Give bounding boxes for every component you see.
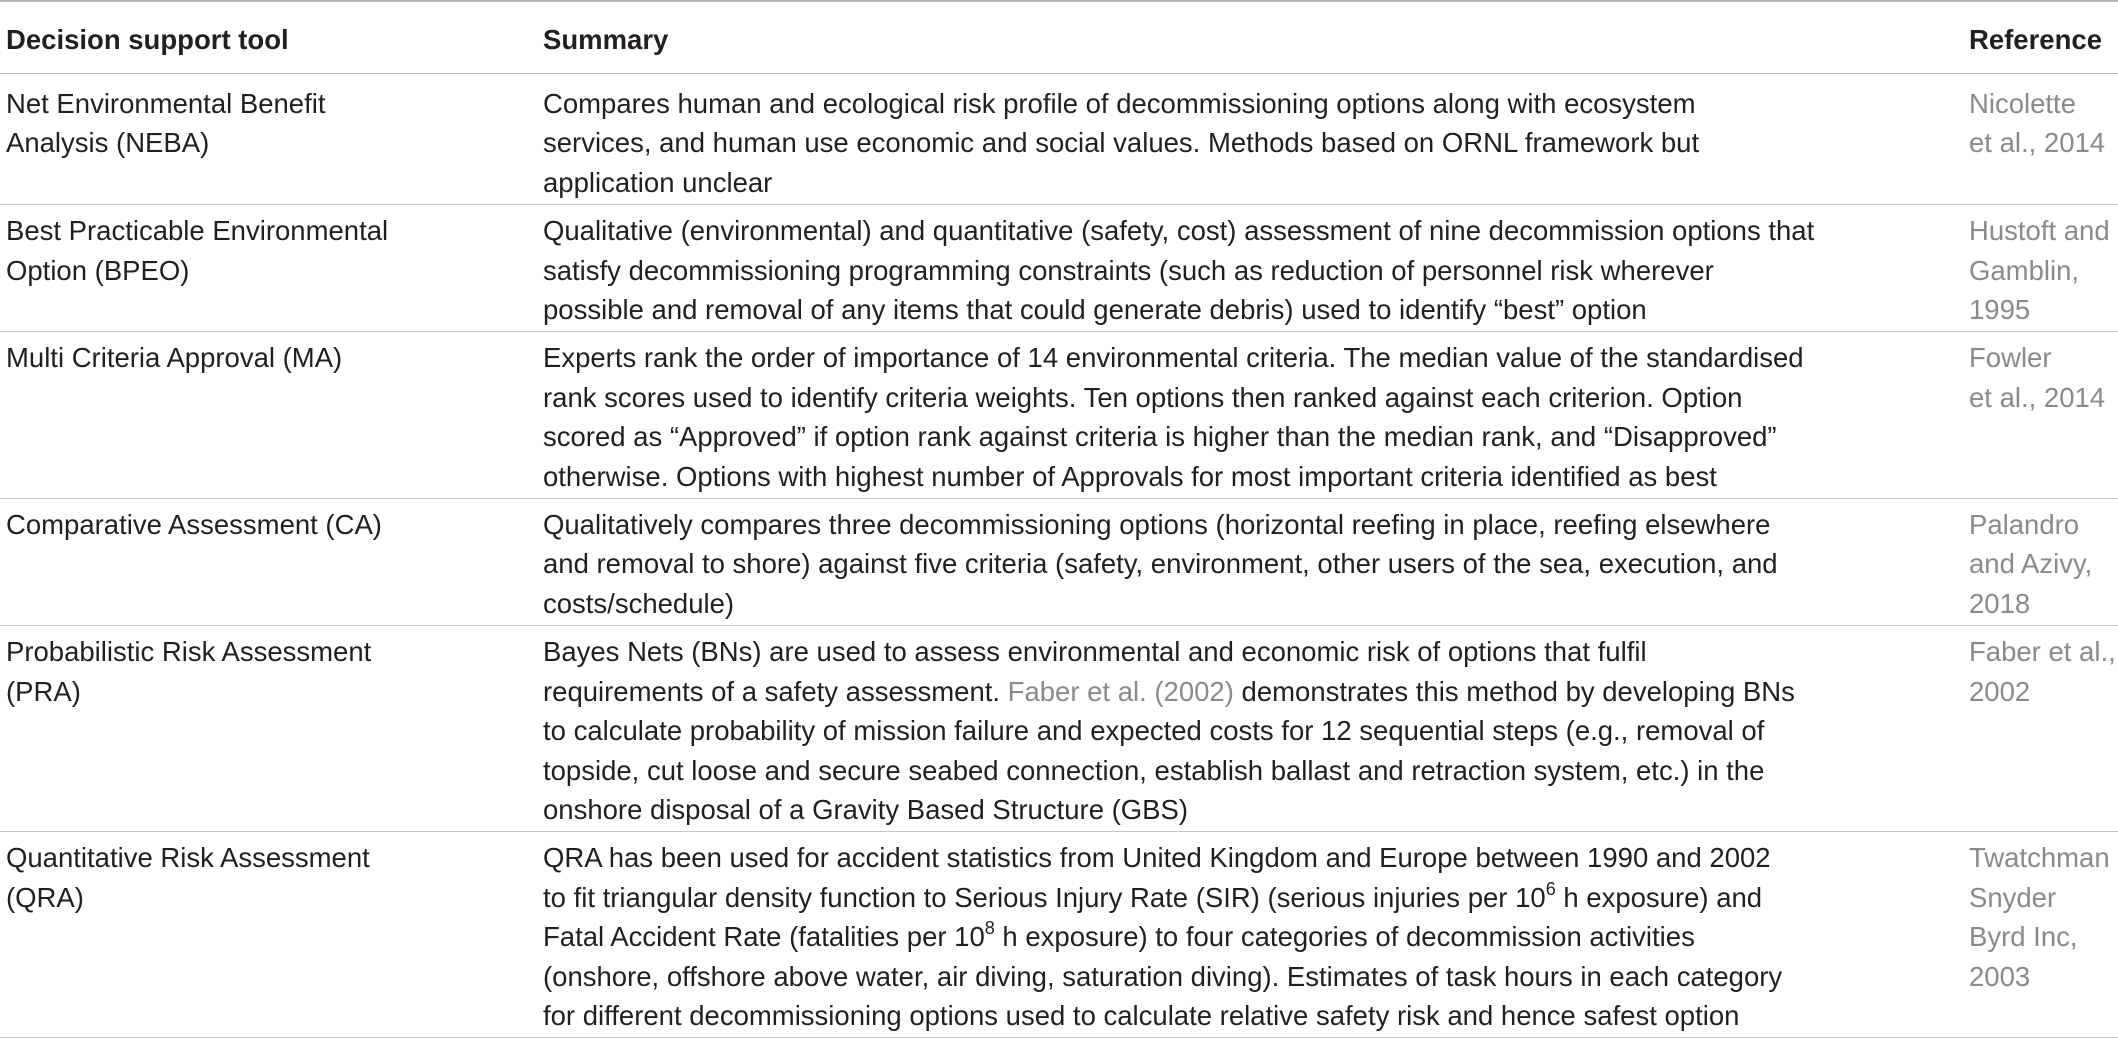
summary-text: requirements of a safety assessment. <box>543 675 1008 707</box>
summary-line <box>543 917 1969 956</box>
summary-line <box>543 672 1969 711</box>
tool-name-line: Probabilistic Risk Assessment <box>6 636 372 668</box>
summary-line: application unclear <box>543 166 773 198</box>
table-row <box>0 205 2118 332</box>
reference-line: and Azivy, <box>1969 548 2093 580</box>
reference-link[interactable] <box>1969 205 2118 332</box>
reference-line: 2002 <box>1969 675 2031 707</box>
reference-link[interactable] <box>1969 332 2118 499</box>
summary-line: and removal to shore) against five criteria (safety, environment, other users of the sea, execution, and <box>543 548 1778 580</box>
tool-name-line: Quantitative Risk Assessment <box>6 842 370 874</box>
reference-line: 2018 <box>1969 587 2031 619</box>
tool-name-line: Analysis (NEBA) <box>6 127 210 159</box>
reference-line: Gamblin, <box>1969 254 2080 286</box>
summary-line: scored as “Approved” if option rank against criteria is higher than the median rank, and “Disapproved” <box>543 421 1777 453</box>
summary-line: Experts rank the order of importance of 14 environmental criteria. The median value of the standardised <box>543 342 1804 374</box>
tool-name-line: (QRA) <box>6 881 84 913</box>
tool-name-line: Multi Criteria Approval (MA) <box>6 342 343 374</box>
reference-link[interactable] <box>1969 499 2118 626</box>
table-row <box>0 499 2118 626</box>
summary-text: demonstrates this method by developing BNs <box>1233 675 1795 707</box>
table-row <box>0 74 2118 205</box>
summary-line: QRA has been used for accident statistics from United Kingdom and Europe between 1990 and 2002 <box>543 842 1771 874</box>
reference-line: Nicolette <box>1969 88 2076 119</box>
summary-cell <box>543 832 1969 1038</box>
reference-line: Faber et al., <box>1969 636 2116 668</box>
summary-text: h exposure) to four categories of decommission activities <box>994 921 1695 953</box>
tool-name-line: (PRA) <box>6 675 81 707</box>
summary-line: services, and human use economic and social values. Methods based on ORNL framework but <box>543 127 1700 159</box>
tool-cell <box>0 74 543 205</box>
summary-text: h exposure) and <box>1555 881 1763 913</box>
summary-line: otherwise. Options with highest number of Approvals for most important criteria identified as best <box>543 460 1717 492</box>
summary-line: Qualitatively compares three decommissioning options (horizontal reefing in place, reefing elsewhere <box>543 509 1771 541</box>
header-reference: Reference <box>1969 24 2102 55</box>
summary-line: Qualitative (environmental) and quantitative (safety, cost) assessment of nine decommission options that <box>543 215 1815 247</box>
reference-line: Palandro <box>1969 509 2080 541</box>
summary-cell <box>543 205 1969 332</box>
reference-line: Fowler <box>1969 342 2052 374</box>
reference-link[interactable] <box>1969 74 2118 205</box>
summary-line <box>543 878 1969 917</box>
reference-link[interactable] <box>1969 832 2118 1038</box>
summary-cell <box>543 499 1969 626</box>
summary-line: (onshore, offshore above water, air diving, saturation diving). Estimates of task hours in each category <box>543 960 1783 992</box>
header-tool: Decision support tool <box>6 24 289 55</box>
tool-cell <box>0 332 543 499</box>
tool-cell <box>0 205 543 332</box>
summary-line: Compares human and ecological risk profile of decommissioning options along with ecosystem <box>543 88 1696 119</box>
tool-cell <box>0 626 543 832</box>
table-row <box>0 626 2118 832</box>
tool-cell <box>0 499 543 626</box>
summary-line: costs/schedule) <box>543 587 735 619</box>
reference-link[interactable] <box>1969 626 2118 832</box>
table-row <box>0 832 2118 1038</box>
summary-text: Fatal Accident Rate (fatalities per 10 <box>543 921 985 953</box>
summary-line: satisfy decommissioning programming constraints (such as reduction of personnel risk wherever <box>543 254 1714 286</box>
summary-cell <box>543 74 1969 205</box>
summary-line: Bayes Nets (BNs) are used to assess environmental and economic risk of options that fulfil <box>543 636 1647 668</box>
summary-line: for different decommissioning options used to calculate relative safety risk and hence safest option <box>543 999 1740 1031</box>
tool-name-line: Net Environmental Benefit <box>6 88 326 119</box>
reference-line: et al., 2014 <box>1969 381 2106 413</box>
summary-line: to calculate probability of mission failure and expected costs for 12 sequential steps (e.g., removal of <box>543 715 1765 747</box>
reference-line: et al., 2014 <box>1969 127 2106 159</box>
summary-line: rank scores used to identify criteria weights. Ten options then ranked against each criterion. Option <box>543 381 1743 413</box>
tool-name-line: Option (BPEO) <box>6 254 190 286</box>
reference-line: Twatchman <box>1969 842 2110 874</box>
table-header-row <box>0 1 2118 74</box>
summary-cell <box>543 626 1969 832</box>
citation-link[interactable]: Faber et al. (2002) <box>1007 675 1234 707</box>
summary-text: to fit triangular density function to Serious Injury Rate (SIR) (serious injuries per 10 <box>543 881 1546 913</box>
tool-cell <box>0 832 543 1038</box>
reference-line: 1995 <box>1969 294 2031 326</box>
reference-line: Snyder <box>1969 881 2057 913</box>
header-summary: Summary <box>543 24 669 55</box>
tool-name-line: Comparative Assessment (CA) <box>6 509 382 541</box>
superscript-exponent: 6 <box>1545 878 1556 899</box>
reference-line: Hustoft and <box>1969 215 2110 247</box>
table-row <box>0 332 2118 499</box>
superscript-exponent: 8 <box>984 917 995 938</box>
summary-cell <box>543 332 1969 499</box>
reference-line: 2003 <box>1969 960 2031 992</box>
reference-line: Byrd Inc, <box>1969 921 2078 953</box>
summary-line: possible and removal of any items that could generate debris) used to identify “best” option <box>543 294 1647 326</box>
summary-line: onshore disposal of a Gravity Based Structure (GBS) <box>543 793 1189 825</box>
summary-line: topside, cut loose and secure seabed connection, establish ballast and retraction system, etc.) in the <box>543 754 1765 786</box>
tool-name-line: Best Practicable Environmental <box>6 215 389 247</box>
